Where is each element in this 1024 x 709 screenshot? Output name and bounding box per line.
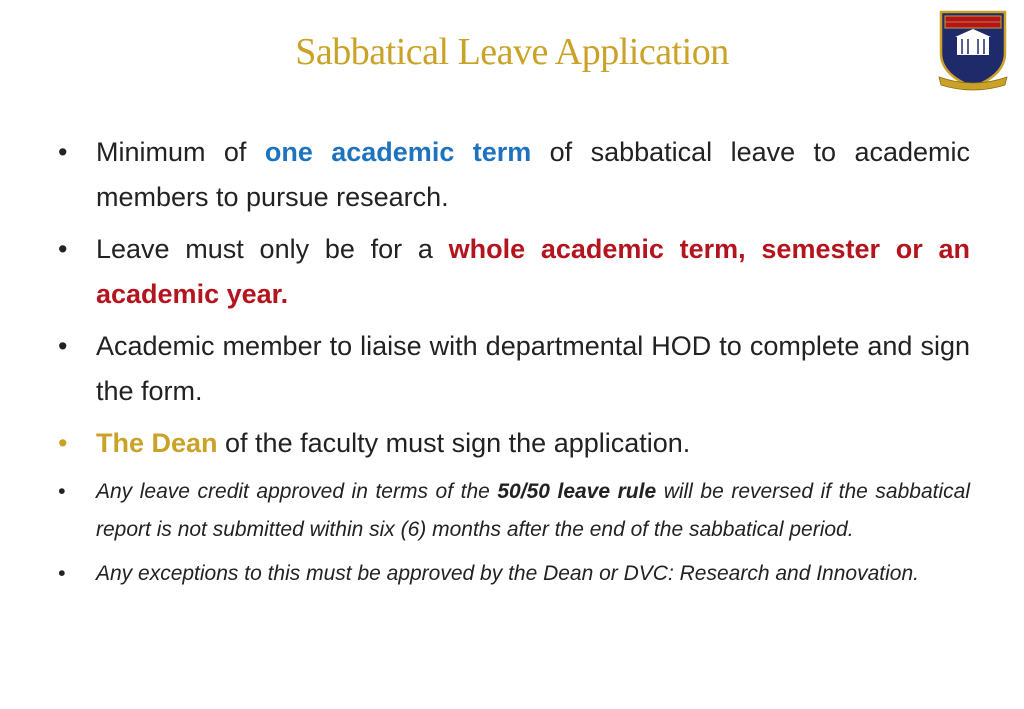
bullet-text: Minimum of	[96, 137, 265, 167]
highlight-one-academic-term: one academic term	[264, 137, 532, 167]
bullet-text: of sabbatical leave to academic members to pursue research.	[96, 137, 971, 212]
slide-title: Sabbatical Leave Application	[295, 31, 729, 73]
bullet-text: Any leave credit approved in terms of the	[96, 480, 498, 503]
bullet-text: Academic member to liaise with departmental HOD to complete and sign the form.	[96, 331, 970, 406]
highlight-whole-academic-term: whole academic term, semester or an academic year.	[96, 234, 970, 309]
highlight-the-dean: The Dean	[96, 428, 218, 458]
bullet-item	[58, 473, 970, 549]
bullet-item	[58, 324, 970, 414]
highlight-leave-rule: 50/50 leave rule	[497, 480, 657, 503]
bullet-text: Any exceptions to this must be approved by the Dean or DVC: Research and Innovation.	[96, 562, 919, 585]
university-crest-logo	[937, 9, 1009, 91]
bullet-item	[58, 421, 970, 466]
bullet-item	[58, 130, 970, 220]
bullet-text: will be reversed if the sabbatical report is not submitted within six (6) months after the end of the sabbatical period.	[96, 480, 970, 541]
bullet-text: Leave must only be for a	[96, 234, 449, 264]
bullet-item	[58, 555, 970, 593]
bullet-item	[58, 227, 970, 317]
bullet-list	[58, 130, 970, 599]
bullet-text: of the faculty must sign the application.	[217, 428, 691, 458]
